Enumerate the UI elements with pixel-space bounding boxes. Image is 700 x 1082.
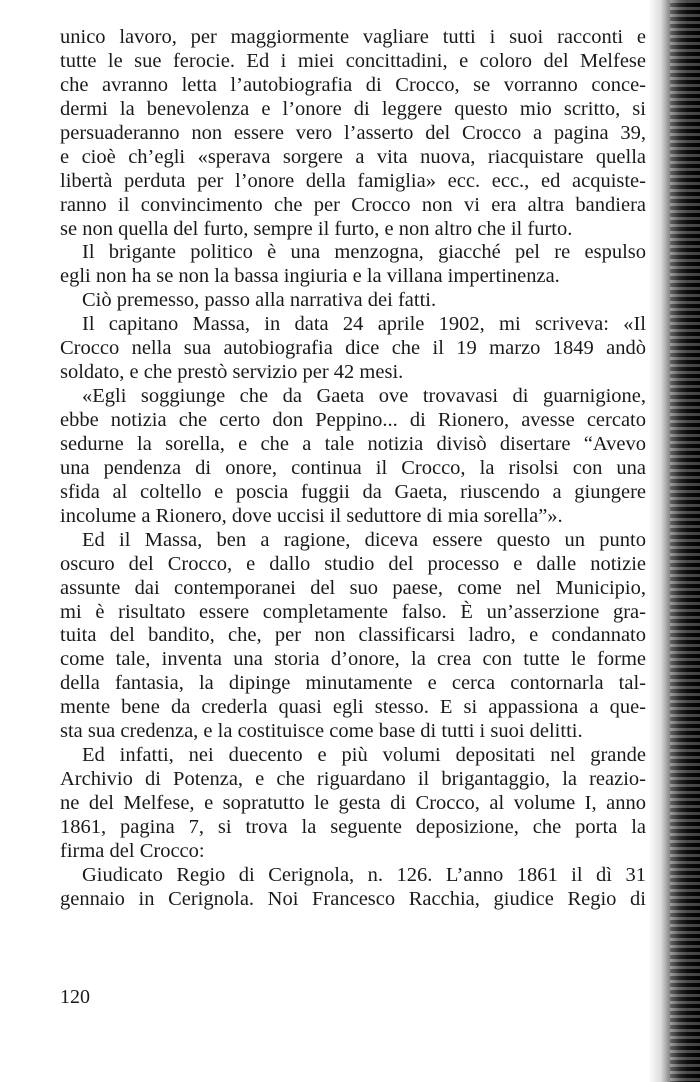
text-line: libertà perduta per l’onore della famiglia» ecc. ecc., ed acquiste- [60,169,646,192]
text-line: egli non ha se non la bassa ingiuria e la villana impertinenza. [60,265,560,288]
book-binding-texture [670,0,700,1082]
text-line: Ed infatti, nei duecento e più volumi depositati nel grande [82,744,646,767]
text-line: Il brigante politico è una menzogna, giacché pel re espulso [82,241,646,264]
text-line: mente bene da crederla quasi egli stesso. E si appassiona a que- [60,696,646,719]
text-line: gennaio in Cerignola. Noi Francesco Racchia, giudice Regio di [60,887,646,910]
text-line: ebbe notizia che certo don Peppino... di Rionero, avesse cercato [60,409,646,431]
text-line: Crocco nella sua autobiografia dice che il 19 marzo 1849 andò [60,337,646,360]
text-line: 1861, pagina 7, si trova la seguente deposizione, che porta la [60,815,646,838]
text-line: dermi la benevolenza e l’onore di leggere questo mio scritto, si [60,97,646,120]
text-line: tutte le sue ferocie. Ed i miei concittadini, e coloro del Melfese [60,49,646,72]
text-line: «Egli soggiunge che da Gaeta ove trovavasi di guarnigione, [82,385,646,408]
text-line: come tale, inventa una storia d’onore, la crea con tutte le forme [60,648,646,671]
text-line: Ciò premesso, passo alla narrativa dei fatti. [82,289,437,312]
text-line: assunte dai contemporanei del suo paese, come nel Municipio, [60,576,646,599]
text-line: Archivio di Potenza, e che riguardano il brigantaggio, la reazio- [60,768,646,791]
text-line: della fantasia, la dipinge minutamente e cerca contornarla tal- [60,672,646,695]
text-line: ne del Melfese, e sopratutto le gesta di Crocco, al volume I, anno [60,792,646,814]
text-line: unico lavoro, per maggiormente vagliare tutti i suoi racconti e [60,26,646,48]
text-line: Il capitano Massa, in data 24 aprile 1902, mi scriveva: «Il [82,313,646,336]
text-line: mi è risultato essere completamente falso. È un’asserzione gra- [60,600,646,623]
text-line: firma del Crocco: [60,839,205,862]
text-line: tuita del bandito, che, per non classificarsi ladro, e condannato [60,624,646,647]
text-line: ranno il convincimento che per Crocco non vi era altra bandiera [60,193,646,216]
body-text [60,26,646,912]
text-line: Ed il Massa, ben a ragione, diceva essere questo un punto [82,528,646,551]
text-line: sedurne la sorella, e che a tale notizia divisò disertare “Avevo [60,432,646,455]
page-number: 120 [60,986,90,1008]
text-line: sfida al coltello e poscia fuggii da Gaeta, riuscendo a giungere [60,480,646,503]
text-line: persuaderanno non essere vero l’asserto del Crocco a pagina 39, [60,121,646,144]
text-line: se non quella del furto, sempre il furto, e non altro che il furto. [60,217,573,240]
text-line: oscuro del Crocco, e dallo studio del processo e dalle notizie [60,552,646,575]
text-line: e cioè ch’egli «sperava sorgere a vita nuova, riacquistare quella [60,145,646,168]
text-line: Giudicato Regio di Cerignola, n. 126. L’anno 1861 il dì 31 [82,863,646,886]
text-line: che avranno letta l’autobiografia di Crocco, se vorranno conce- [60,73,646,96]
text-line: soldato, e che prestò servizio per 42 mesi. [60,361,404,384]
text-line: una pendenza di onore, continua il Crocco, la risolsi con una [60,456,646,479]
text-line: incolume a Rionero, dove uccisi il seduttore di mia sorella”». [60,504,563,527]
text-line: sta sua credenza, e la costituisce come base di tutti i suoi delitti. [60,720,583,743]
